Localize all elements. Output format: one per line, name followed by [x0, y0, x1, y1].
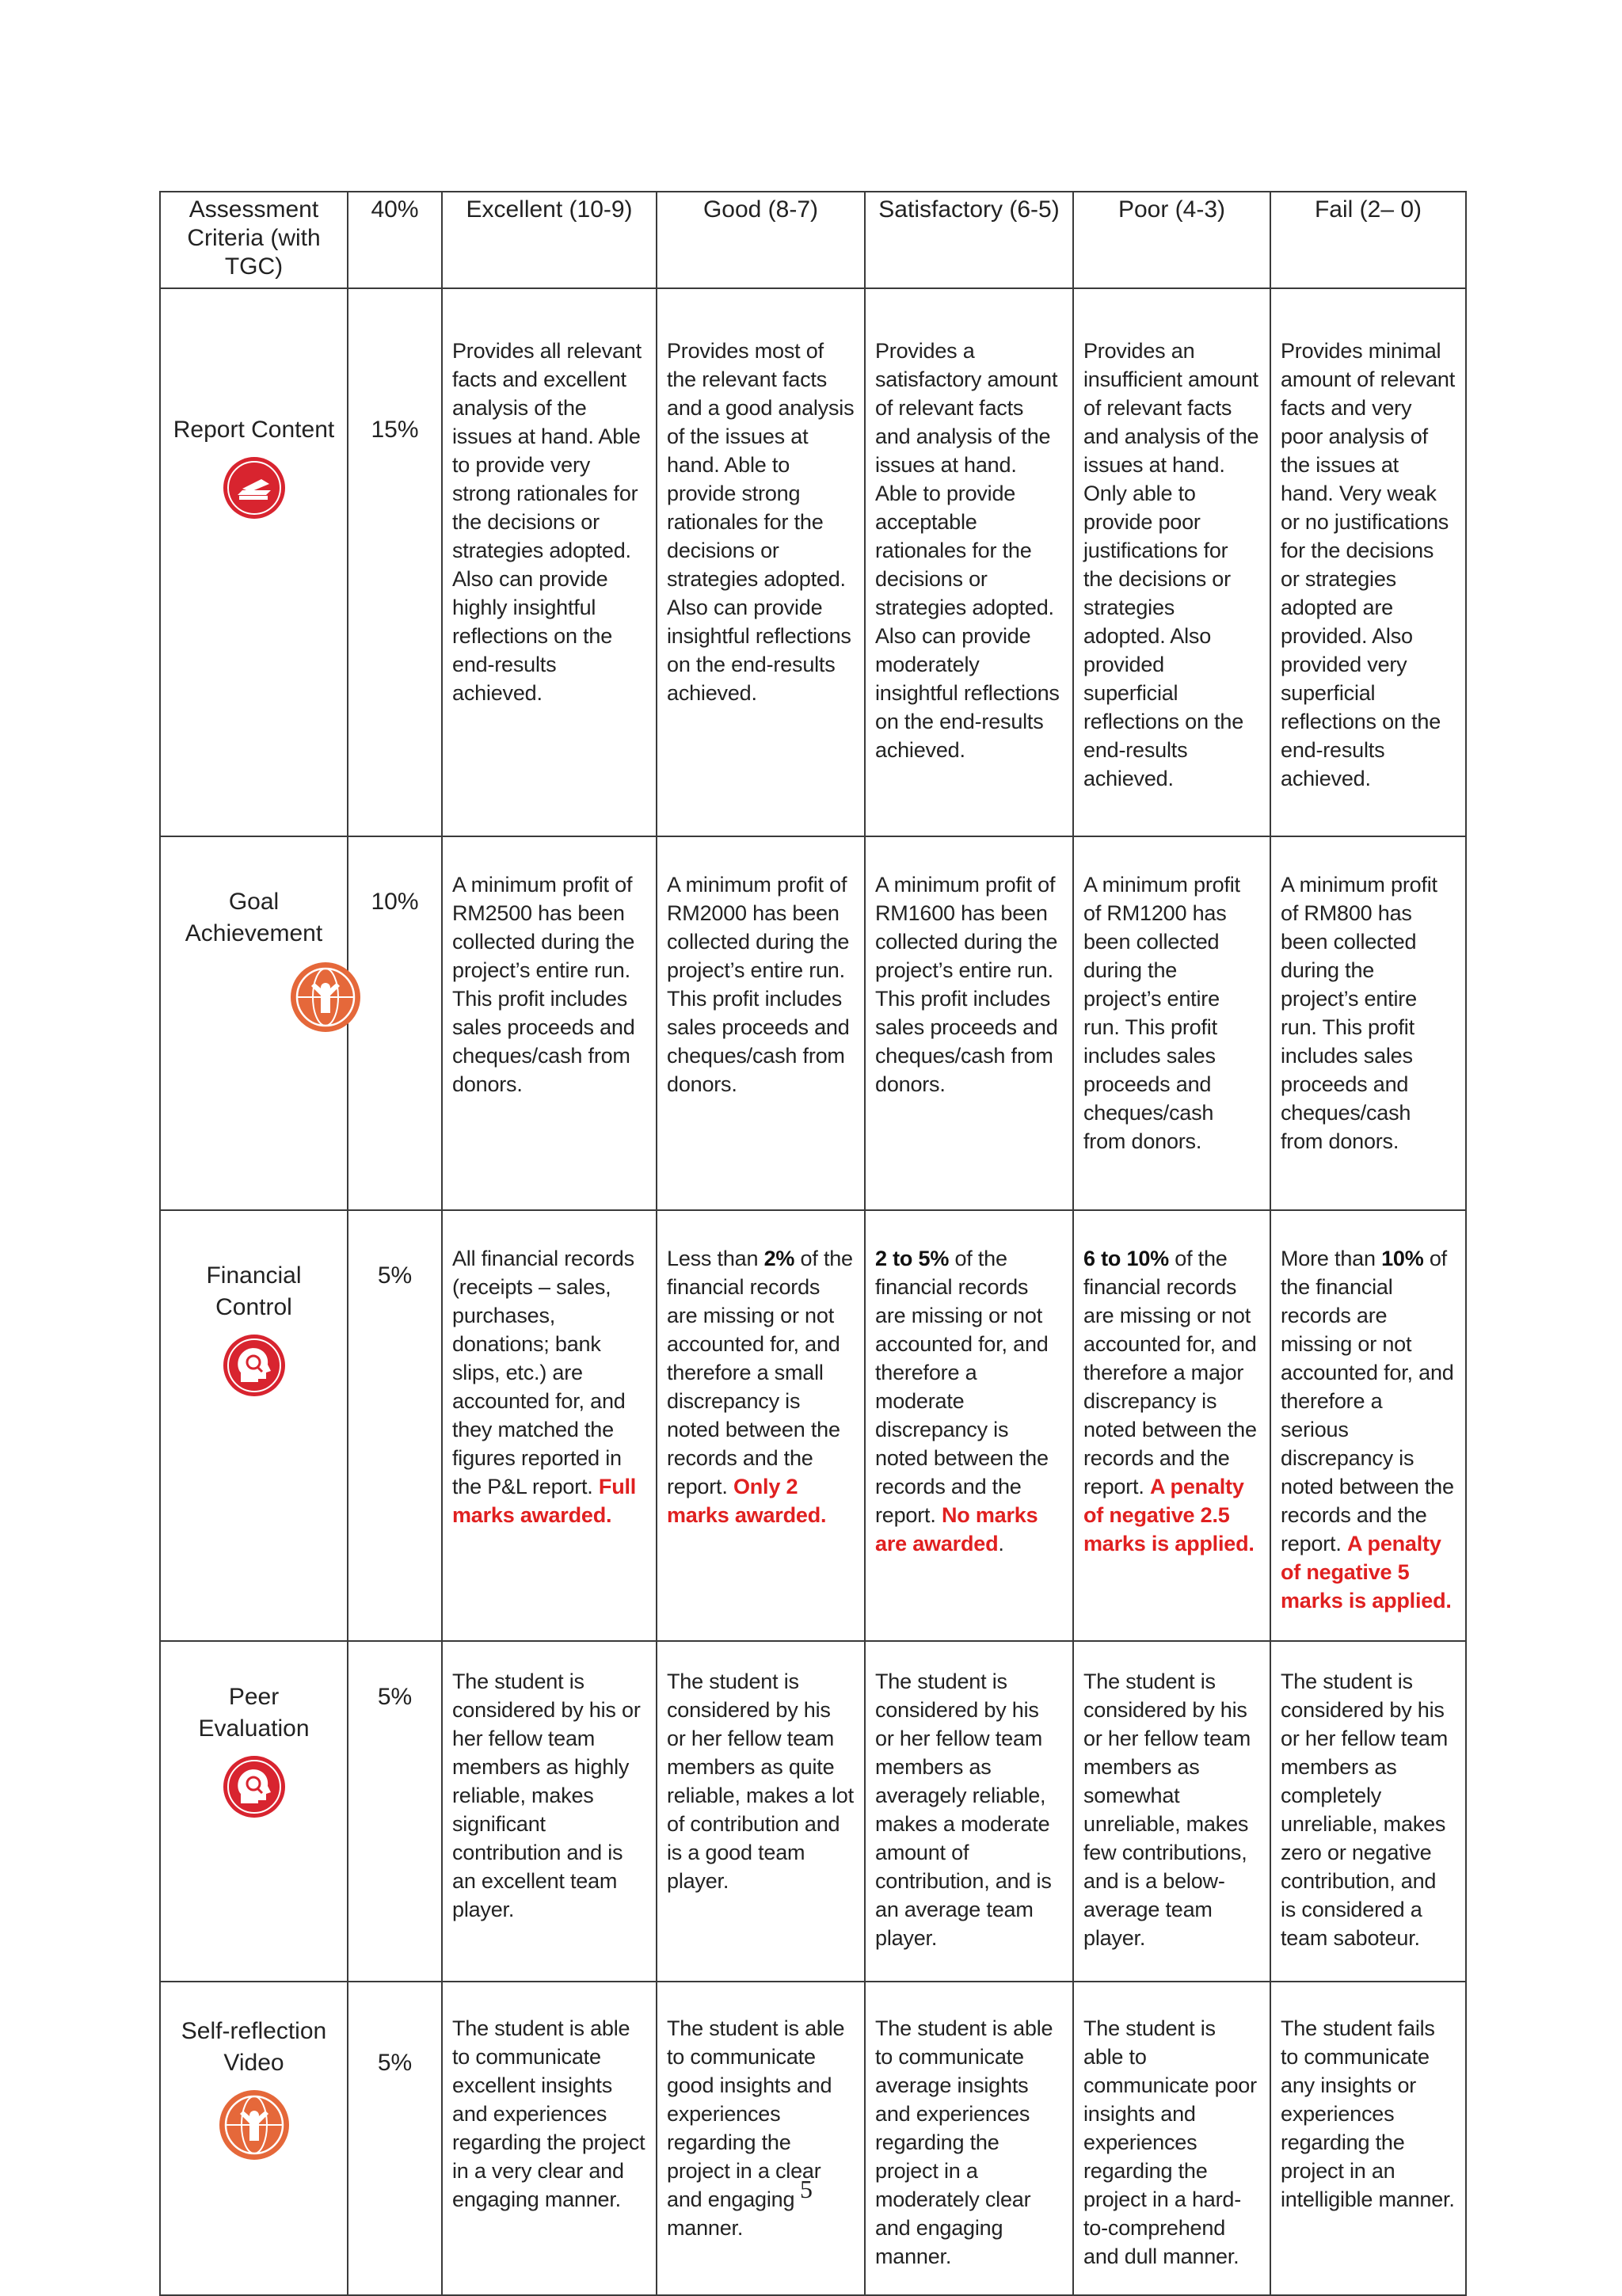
- excellent-description: [442, 1641, 657, 1982]
- description-text: Provides all relevant facts and excellent analysis of the issues at hand. Able to provide very strong rationales for the decisions or strategies adopted. Also can provide highly insightful reflections on the end-results achieved.: [452, 339, 642, 705]
- description-text: Provides an insufficient amount of relevant facts and analysis of the issues at hand. Only able to provide poor justifications for the decisions or strategies adopted. Also provided superficial reflections on the end-results achieved.: [1083, 339, 1259, 790]
- description-text: Provides a satisfactory amount of relevant facts and analysis of the issues at hand. Able to provide acceptable rationales for the decisions or strategies adopted. Also can provide moderately insightful reflections on the end-results achieved.: [875, 339, 1060, 762]
- globe-person-icon: [218, 2088, 291, 2161]
- threshold-value: 6 to 10%: [1083, 1247, 1169, 1270]
- header-satisfactory: Satisfactory (6-5): [865, 192, 1073, 288]
- books-icon: [222, 455, 287, 520]
- header-criteria: Assessment Criteria (with TGC): [160, 192, 348, 288]
- description-text: The student is considered by his or her fellow team members as highly reliable, makes significant contribution and is an excellent team player.: [452, 1670, 641, 1921]
- criteria-cell: [160, 1210, 348, 1641]
- description-text: The student is able to communicate excellent insights and experiences regarding the project in a very clear and engaging manner.: [452, 2016, 645, 2211]
- excellent-description: [442, 288, 657, 836]
- header-fail: Fail (2– 0): [1270, 192, 1466, 288]
- fail-description: [1270, 1210, 1466, 1641]
- description-body: of the financial records are missing or not accounted for, and therefore a small discrepancy is noted between the records and the report.: [667, 1247, 853, 1498]
- assessment-rubric-table: [159, 191, 1467, 2296]
- poor-description: [1073, 288, 1270, 836]
- header-good: Good (8-7): [657, 192, 865, 288]
- row-peer-evaluation: [160, 1641, 1466, 1982]
- penalty-note: Only 2 marks awarded.: [667, 1475, 827, 1527]
- good-description: [657, 1210, 865, 1641]
- weight-cell: [348, 1982, 442, 2295]
- head-search-icon: [222, 1333, 287, 1398]
- description-lead: More than: [1281, 1247, 1382, 1270]
- header-weight: 40%: [348, 192, 442, 288]
- description-text: [1083, 1244, 1260, 1558]
- satisfactory-description: [865, 836, 1073, 1210]
- weight-value: 15%: [371, 417, 419, 443]
- good-description: [657, 288, 865, 836]
- weight-value: 5%: [377, 2050, 413, 2076]
- description-text: The student is able to communicate average insights and experiences regarding the project in a moderately clear and engaging manner.: [875, 2016, 1053, 2268]
- description-body: of the financial records are missing or not accounted for, and therefore a serious discrepancy is noted between the records and the report.: [1281, 1247, 1454, 1555]
- fail-description: [1270, 288, 1466, 836]
- header-poor: Poor (4-3): [1073, 192, 1270, 288]
- weight-cell: [348, 288, 442, 836]
- description-body: of the financial records are missing or not accounted for, and therefore a moderate discrepancy is noted between the records and the report.: [875, 1247, 1049, 1527]
- description-text: [1281, 1244, 1456, 1615]
- criteria-cell: [160, 288, 348, 836]
- description-body: All financial records (receipts – sales, purchases, donations; bank slips, etc.) are accounted for, and they matched the figures reported in the P&L report.: [452, 1247, 634, 1498]
- good-description: [657, 1641, 865, 1982]
- description-text: The student fails to communicate any insights or experiences regarding the project in an intelligible manner.: [1281, 2016, 1455, 2211]
- description-text: [667, 1244, 855, 1529]
- description-text: The student is able to communicate poor insights and experiences regarding the project in a hard-to-comprehend and dull manner.: [1083, 2016, 1257, 2268]
- satisfactory-description: [865, 1641, 1073, 1982]
- description-text: A minimum profit of RM2000 has been collected during the project’s entire run. This profit includes sales proceeds and cheques/cash from donors.: [667, 873, 850, 1096]
- satisfactory-description: [865, 1210, 1073, 1641]
- description-text: [875, 1244, 1063, 1558]
- criteria-cell: [160, 1982, 348, 2295]
- criteria-label: Self-reflection Video: [181, 2018, 327, 2076]
- excellent-description: [442, 1210, 657, 1641]
- head-search-icon: [222, 1754, 287, 1819]
- description-text: The student is considered by his or her fellow team members as somewhat unreliable, makes few contributions, and is a below-average team player.: [1083, 1670, 1251, 1950]
- fail-description: [1270, 1641, 1466, 1982]
- row-self-reflection-video: [160, 1982, 1466, 2295]
- description-text: A minimum profit of RM1600 has been collected during the project’s entire run. This profit includes sales proceeds and cheques/cash from donors.: [875, 873, 1058, 1096]
- penalty-note: A penalty of negative 2.5 marks is applied.: [1083, 1475, 1255, 1555]
- excellent-description: [442, 836, 657, 1210]
- description-text: A minimum profit of RM800 has been collected during the project’s entire run. This profit includes sales proceeds and cheques/cash from donors.: [1281, 873, 1437, 1153]
- good-description: [657, 1982, 865, 2295]
- row-financial-control: [160, 1210, 1466, 1641]
- satisfactory-description: [865, 1982, 1073, 2295]
- penalty-note: A penalty of negative 5 marks is applied.: [1281, 1532, 1452, 1613]
- criteria-label: Financial Control: [206, 1262, 302, 1320]
- header-row: [160, 192, 1466, 288]
- threshold-value: 2%: [763, 1247, 795, 1270]
- penalty-note: Full marks awarded.: [452, 1475, 637, 1527]
- page-number: 5: [800, 2175, 813, 2203]
- satisfactory-description: [865, 288, 1073, 836]
- description-body: of the financial records are missing or not accounted for, and therefore a major discrepancy is noted between the records and the report.: [1083, 1247, 1257, 1498]
- threshold-value: 2 to 5%: [875, 1247, 950, 1270]
- poor-description: [1073, 1210, 1270, 1641]
- description-text: The student is considered by his or her fellow team members as completely unreliable, makes zero or negative contribution, and is considered a team saboteur.: [1281, 1670, 1448, 1950]
- header-excellent: Excellent (10-9): [442, 192, 657, 288]
- description-text: The student is considered by his or her fellow team members as averagely reliable, makes a moderate amount of contribution, and is an average team player.: [875, 1670, 1052, 1950]
- threshold-value: 10%: [1381, 1247, 1424, 1270]
- weight-value: 10%: [371, 889, 419, 915]
- description-text: Provides minimal amount of relevant facts and very poor analysis of the issues at hand. Very weak or no justifications for the decisions or strategies adopted are provided. Also provided very superficial reflections on the end-results achieved.: [1281, 339, 1456, 790]
- penalty-note: No marks are awarded: [875, 1503, 1038, 1555]
- description-text: A minimum profit of RM2500 has been collected during the project’s entire run. This profit includes sales proceeds and cheques/cash from donors.: [452, 873, 635, 1096]
- row-goal-achievement: [160, 836, 1466, 1210]
- excellent-description: [442, 1982, 657, 2295]
- description-text: A minimum profit of RM1200 has been collected during the project’s entire run. This profit includes sales proceeds and cheques/cash from donors.: [1083, 873, 1240, 1153]
- weight-cell: [348, 1210, 442, 1641]
- description-lead: Less than: [667, 1247, 764, 1270]
- row-report-content: [160, 288, 1466, 836]
- description-text: Provides most of the relevant facts and a good analysis of the issues at hand. Able to provide strong rationales for the decisions or strategies adopted. Also can provide insightful reflections on the end-results achieved.: [667, 339, 855, 705]
- criteria-label: Report Content: [173, 417, 335, 443]
- fail-description: [1270, 836, 1466, 1210]
- description-text: [452, 1244, 646, 1529]
- weight-cell: [348, 836, 442, 1210]
- description-text: The student is considered by his or her fellow team members as quite reliable, makes a lot of contribution and is a good team player.: [667, 1670, 854, 1893]
- criteria-label: Peer Evaluation: [198, 1684, 310, 1742]
- criteria-cell: [160, 1641, 348, 1982]
- description-text: The student is able to communicate good insights and experiences regarding the project in a clear and engaging manner.: [667, 2016, 845, 2240]
- poor-description: [1073, 1641, 1270, 1982]
- criteria-label: Goal Achievement: [185, 889, 323, 946]
- good-description: [657, 836, 865, 1210]
- weight-cell: [348, 1641, 442, 1982]
- weight-value: 5%: [377, 1262, 413, 1289]
- description-end: .: [998, 1532, 1004, 1555]
- weight-value: 5%: [377, 1684, 413, 1710]
- poor-description: [1073, 1982, 1270, 2295]
- criteria-cell: [160, 836, 348, 1210]
- fail-description: [1270, 1982, 1466, 2295]
- poor-description: [1073, 836, 1270, 1210]
